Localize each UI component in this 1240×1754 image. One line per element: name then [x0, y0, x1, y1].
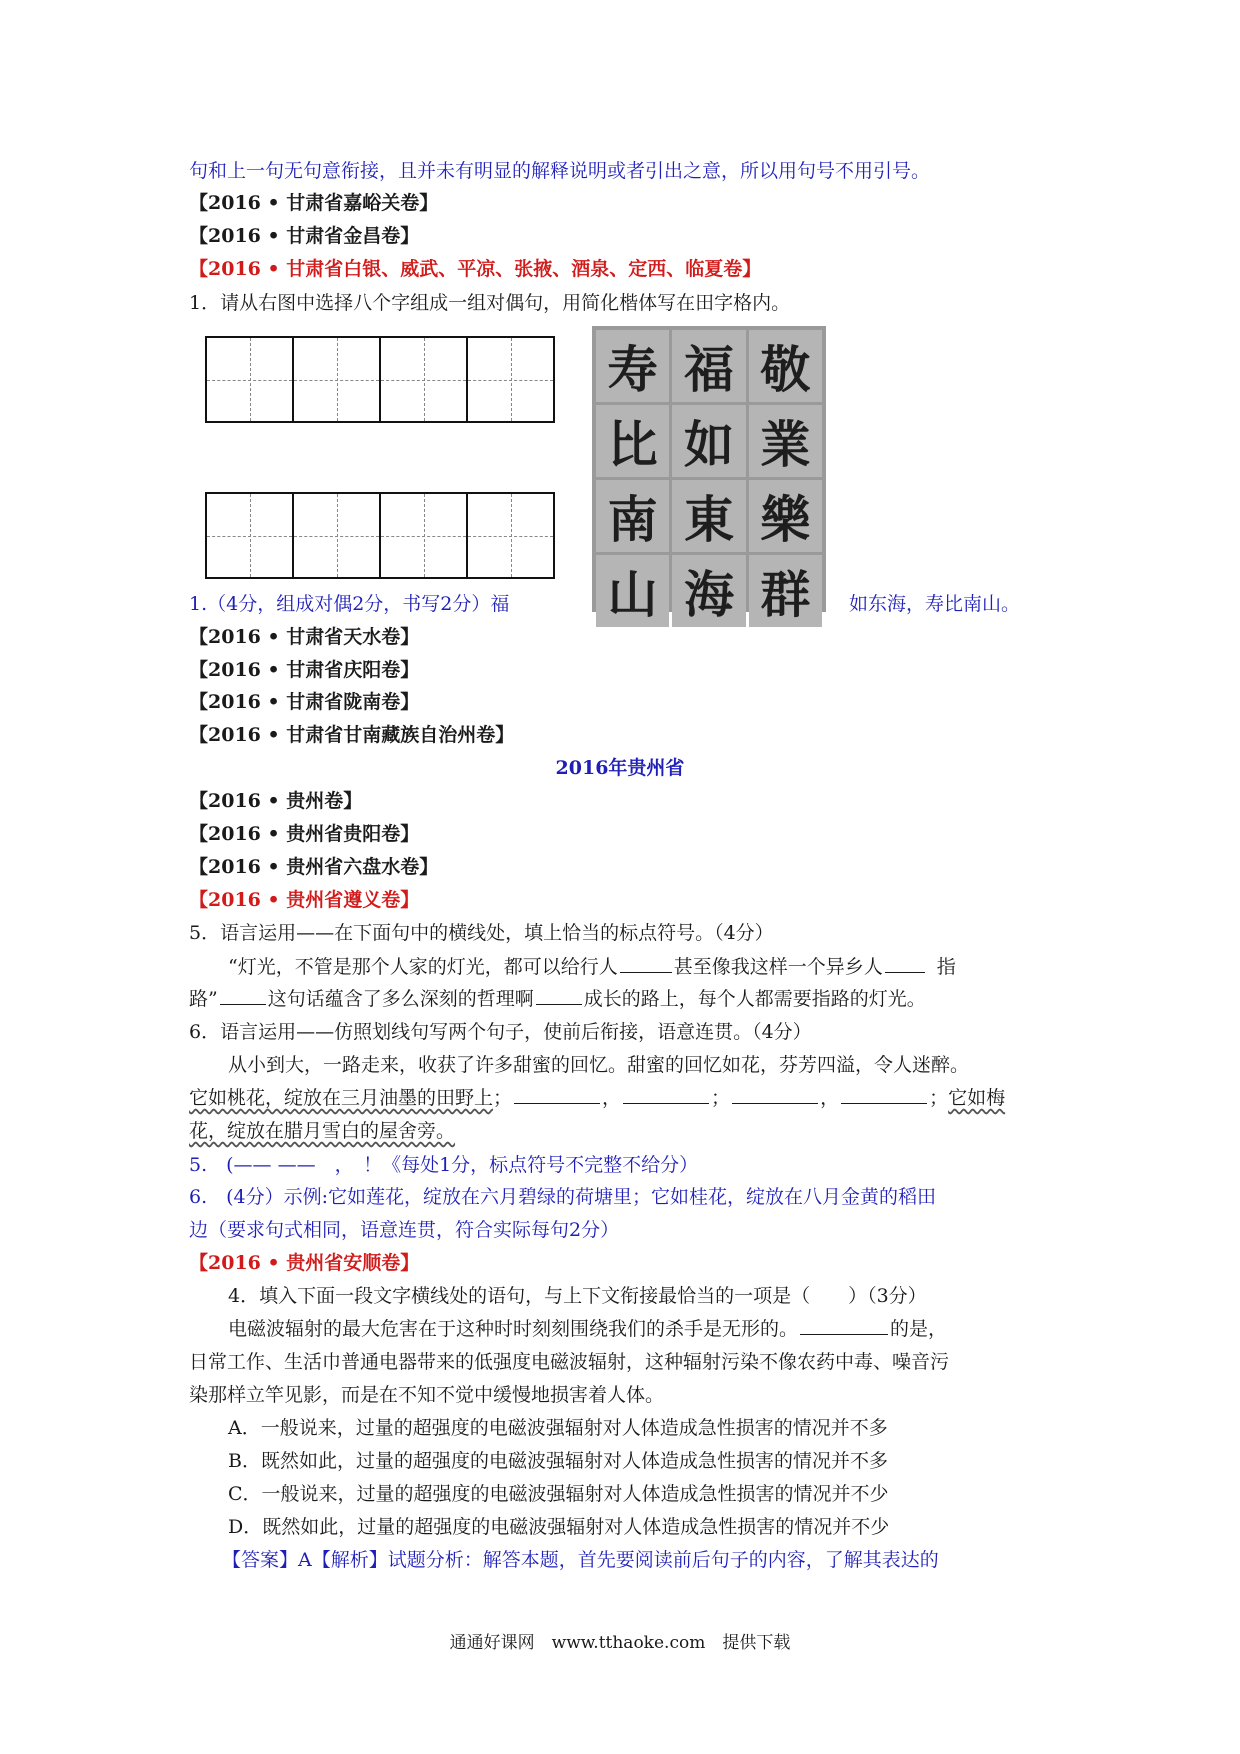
option-a: A．一般说来，过量的超强度的电磁波强辐射对人体造成急性损害的情况并不多: [228, 1417, 888, 1439]
question-4-passage-line-2: 日常工作、生活巾普通电器带来的低强度电磁波辐射，这种辐射污染不像农药中毒、噪音污: [189, 1351, 950, 1373]
calligraphy-char: 樂: [749, 480, 822, 552]
calligraphy-char: 南: [596, 480, 669, 552]
section-heading-qingyang: 【2016 • 甘肃省庆阳卷】: [189, 659, 420, 681]
answer-explanation: 【答案】A【解析】试题分析：解答本题，首先要阅读前后句子的内容，了解其表达的: [222, 1549, 939, 1571]
punctuation: ；: [493, 1087, 513, 1109]
answer-blank[interactable]: [732, 1085, 818, 1104]
answer-blank[interactable]: [220, 986, 266, 1005]
passage-fragment: 电磁波辐射的最大危害在于这种时时刻刻围绕我们的杀手是无形的。: [228, 1318, 799, 1340]
answer-text-continuation: 句和上一句无句意衔接，且并未有明显的解释说明或者引出之意，所以用句号不用引号。: [189, 160, 931, 182]
question-4-passage-line-3: 染那样立竿见影，而是在不知不觉中缓慢地损害着人体。: [189, 1384, 665, 1406]
punctuation: ，: [602, 1087, 622, 1109]
calligraphy-char: 業: [749, 405, 822, 477]
answer-blank[interactable]: [536, 986, 582, 1005]
question-5-prompt: 5．语言运用——在下面句中的横线处，填上恰当的标点符号。（4分）: [189, 922, 774, 944]
question-6-fill-line-2: [189, 1118, 455, 1144]
section-heading-baiyin: 【2016 • 甘肃省白银、威武、平凉、张掖、酒泉、定西、临夏卷】: [189, 258, 762, 280]
punctuation: ；: [711, 1087, 731, 1109]
section-heading-gannan: 【2016 • 甘肃省甘南藏族自治州卷】: [189, 724, 515, 746]
sentence-fragment: 指: [936, 956, 956, 978]
answer-6-line-1: 6. (4分）示例:它如莲花，绽放在六月碧绿的荷塘里；它如桂花，绽放在八月金黄的稻田: [189, 1186, 937, 1208]
page-footer: 通通好课网 www.tthaoke.com 提供下载: [449, 1633, 791, 1653]
grid-cell: [468, 494, 553, 577]
section-heading-jiayuguan: 【2016 • 甘肃省嘉峪关卷】: [189, 192, 439, 214]
question-1-prompt: 1．请从右图中选择八个字组成一组对偶句，用简化楷体写在田字格内。: [189, 292, 791, 314]
question-4-prompt: 4．填入下面一段文字横线处的语句，与上下文衔接最恰当的一项是（ ）（3分）: [228, 1285, 927, 1307]
underlined-model-sentence: 它如梅: [948, 1087, 1006, 1109]
option-c: C．一般说来，过量的超强度的电磁波强辐射对人体造成急性损害的情况并不少: [228, 1483, 889, 1505]
calligraphy-char: 比: [596, 405, 669, 477]
question-6-prompt: 6．语言运用——仿照划线句写两个句子，使前后衔接，语意连贯。（4分）: [189, 1021, 812, 1043]
question-5-sentence-line-1: [228, 954, 956, 980]
grid-cell: [207, 338, 294, 421]
answer-blank[interactable]: [800, 1316, 888, 1335]
calligraphy-char: 東: [672, 480, 745, 552]
question-6-fill-line: [189, 1085, 1005, 1111]
question-4-passage-line-1: [228, 1316, 947, 1342]
answer-blank[interactable]: [514, 1085, 600, 1104]
calligraphy-char: 山: [596, 555, 669, 627]
question-6-passage: 从小到大，一路走来，收获了许多甜蜜的回忆。甜蜜的回忆如花，芬芳四溢，令人迷醉。: [228, 1054, 970, 1076]
section-heading-liupanshui: 【2016 • 贵州省六盘水卷】: [189, 856, 439, 878]
section-heading-tianshui: 【2016 • 甘肃省天水卷】: [189, 626, 420, 648]
punctuation: ，: [820, 1087, 840, 1109]
answer-blank[interactable]: [623, 1085, 709, 1104]
underlined-model-sentence: 花，绽放在腊月雪白的屋舍旁。: [189, 1120, 456, 1142]
sentence-fragment: 这句话蕴含了多么深刻的哲理啊: [267, 988, 534, 1010]
passage-fragment: 的是，: [890, 1318, 948, 1340]
grid-cell: [468, 338, 553, 421]
answer-5: 5. (—— —— ， ！《每处1分，标点符号不完整不给分）: [189, 1154, 699, 1176]
underlined-model-sentence: 它如桃花，绽放在三月油墨的田野上: [189, 1087, 494, 1109]
answer-blank[interactable]: [841, 1085, 927, 1104]
punctuation: ；: [929, 1087, 949, 1109]
calligraphy-char: 福: [672, 330, 745, 402]
calligraphy-char: 寿: [596, 330, 669, 402]
writing-grid-row-2: [205, 492, 555, 579]
answer-1-part-b: 如东海，寿比南山。: [849, 593, 1021, 615]
grid-cell: [294, 494, 381, 577]
calligraphy-image: [592, 326, 826, 624]
section-heading-jinchang: 【2016 • 甘肃省金昌卷】: [189, 225, 420, 247]
province-title-guizhou: 2016年贵州省: [555, 757, 685, 779]
grid-cell: [381, 494, 468, 577]
grid-cell: [381, 338, 468, 421]
calligraphy-char: 敬: [749, 330, 822, 402]
section-heading-anshun: 【2016 • 贵州省安顺卷】: [189, 1252, 420, 1274]
sentence-fragment: 路”: [189, 988, 218, 1010]
calligraphy-char: 海: [672, 555, 745, 627]
option-d: D．既然如此，过量的超强度的电磁波强辐射对人体造成急性损害的情况并不少: [228, 1516, 890, 1538]
sentence-fragment: 成长的路上，每个人都需要指路的灯光。: [583, 988, 926, 1010]
question-5-sentence-line-2: [189, 986, 926, 1012]
option-b: B．既然如此，过量的超强度的电磁波强辐射对人体造成急性损害的情况并不多: [228, 1450, 888, 1472]
answer-1-part-a: 1.（4分，组成对偶2分，书写2分）福: [189, 593, 510, 615]
grid-cell: [294, 338, 381, 421]
section-heading-guiyang: 【2016 • 贵州省贵阳卷】: [189, 823, 420, 845]
answer-6-line-2: 边（要求句式相同，语意连贯，符合实际每句2分）: [189, 1219, 620, 1241]
section-heading-zunyi: 【2016 • 贵州省遵义卷】: [189, 889, 420, 911]
grid-cell: [207, 494, 294, 577]
writing-grid-row-1: [205, 336, 555, 423]
answer-blank[interactable]: [620, 954, 672, 973]
sentence-fragment: “灯光，不管是那个人家的灯光，都可以给行人: [228, 956, 618, 978]
calligraphy-char: 如: [672, 405, 745, 477]
sentence-fragment: 甚至像我这样一个异乡人: [673, 956, 883, 978]
answer-blank[interactable]: [885, 954, 925, 973]
calligraphy-char: 群: [749, 555, 822, 627]
section-heading-guizhou: 【2016 • 贵州卷】: [189, 790, 363, 812]
section-heading-longnan: 【2016 • 甘肃省陇南卷】: [189, 691, 420, 713]
